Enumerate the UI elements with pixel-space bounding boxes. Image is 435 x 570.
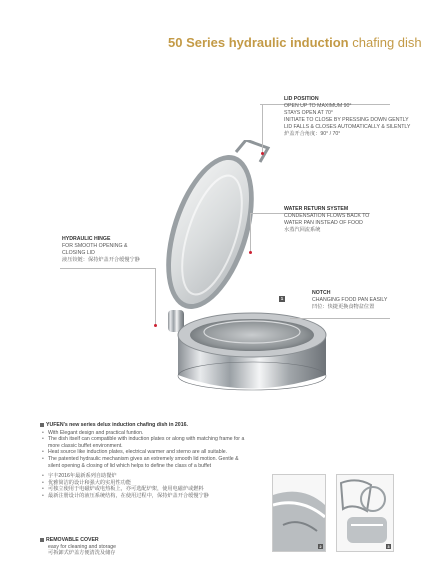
lid-position-line: OPEN UP TO MAXIMUM 90°	[284, 103, 352, 109]
description-bullet: • The dish itself can compatible with induction plates or along with matching frame for a more classic buffet environment.	[48, 436, 250, 449]
hinge-line: CLOSING LID	[62, 250, 95, 256]
water-return-dot	[249, 251, 252, 254]
description-heading: YUFEN's new series delux induction chafing dish in 2016.	[46, 422, 188, 428]
thumbnail-removable-cover	[336, 474, 394, 552]
water-return-line: CONDENSATION FLOWS BACK TO	[284, 213, 370, 219]
lid-position-line: STAYS OPEN AT 70°	[284, 110, 333, 116]
notch-detail-image	[273, 475, 325, 551]
notch-heading: NOTCH	[312, 290, 331, 296]
description-bullet-cn: • 最新注册设计的液压系统结构，在使用过程中，保持炉盖开合缓慢宁静	[48, 493, 250, 500]
description-bullet: • With Elegant design and practical funtion.	[48, 430, 250, 437]
hinge-dot	[154, 324, 157, 327]
hinge-line: 液压铰链：保持炉盖开合缓慢宁静	[62, 257, 140, 263]
water-return-leader	[250, 213, 251, 253]
hinge-line: FOR SMOOTH OPENING &	[62, 243, 128, 249]
removable-cover-heading: REMOVABLE COVER	[46, 537, 99, 543]
callout-hydraulic-hinge	[62, 236, 162, 264]
notch-line: CHANGING FOOD PAN EASILY	[312, 297, 388, 303]
water-return-heading: WATER RETURN SYSTEM	[284, 206, 349, 212]
lid-position-line: 炉盖开合角度：90° / 70°	[284, 131, 341, 137]
water-return-line: WATER PAN INSTEAD OF FOOD	[284, 220, 363, 226]
description-bullet-cn: • 优雅简洁的设计和强大的实用性功能	[48, 480, 250, 487]
notch-line: 凹位：快捷更换食物盆位置	[312, 304, 375, 310]
lid-position-line: LID FALLS & CLOSES AUTOMATICALLY & SILENTLY	[284, 124, 411, 130]
callout-notch	[312, 290, 432, 311]
description-bullet-cn: • 宇丰2016年最新系列自助餐炉	[48, 473, 250, 480]
hinge-rule	[60, 268, 155, 269]
notch-rule	[290, 318, 390, 319]
cover-detail-image	[337, 475, 393, 551]
hinge-leader	[155, 268, 156, 326]
description-bullet: • Heat source like induction plates, electrical warmer and sterno are all suitable.	[48, 449, 250, 456]
water-return-line: 水蒸汽回流系统	[284, 227, 321, 233]
thumbnail-notch	[272, 474, 326, 552]
dish-body	[178, 313, 326, 390]
lid-position-heading: LID POSITION	[284, 96, 319, 102]
thumbnail-marker: 3	[387, 544, 390, 549]
removable-cover-line: easy for cleaning and storage	[48, 543, 117, 550]
callout-water-return	[284, 206, 434, 234]
lid-position-dot	[261, 152, 264, 155]
removable-cover	[40, 537, 240, 557]
description-bullet-cn: • 可独立使用于电磁炉或电热板上，亦可选配炉架，使用电磁炉或燃料	[48, 486, 250, 493]
lid-position-line: INITIATE TO CLOSE BY PRESSING DOWN GENTLY	[284, 117, 409, 123]
removable-cover-line: 可拆卸式炉盖方便清洗及储存	[48, 550, 116, 557]
lid-position-leader	[262, 104, 263, 154]
page-title	[168, 35, 422, 50]
hinge-heading: HYDRAULIC HINGE	[62, 236, 111, 242]
bullet-square-icon	[40, 423, 44, 427]
notch-marker: 1	[280, 296, 284, 301]
title-light: chafing dish	[352, 35, 422, 50]
chafing-dish-illustration	[150, 140, 340, 400]
title-bold: 50 Series hydraulic induction	[168, 35, 349, 50]
lid	[150, 140, 271, 320]
callout-lid-position	[284, 96, 434, 138]
bullet-square-icon	[40, 538, 44, 542]
description-bullet: • The patented hydraulic mechanism gives an extremely smooth lid motion. Gentle & silent opening & closing of lid which helps to define the class of a buffet	[48, 456, 250, 469]
description	[40, 422, 250, 500]
thumbnail-marker: 2	[319, 544, 322, 549]
